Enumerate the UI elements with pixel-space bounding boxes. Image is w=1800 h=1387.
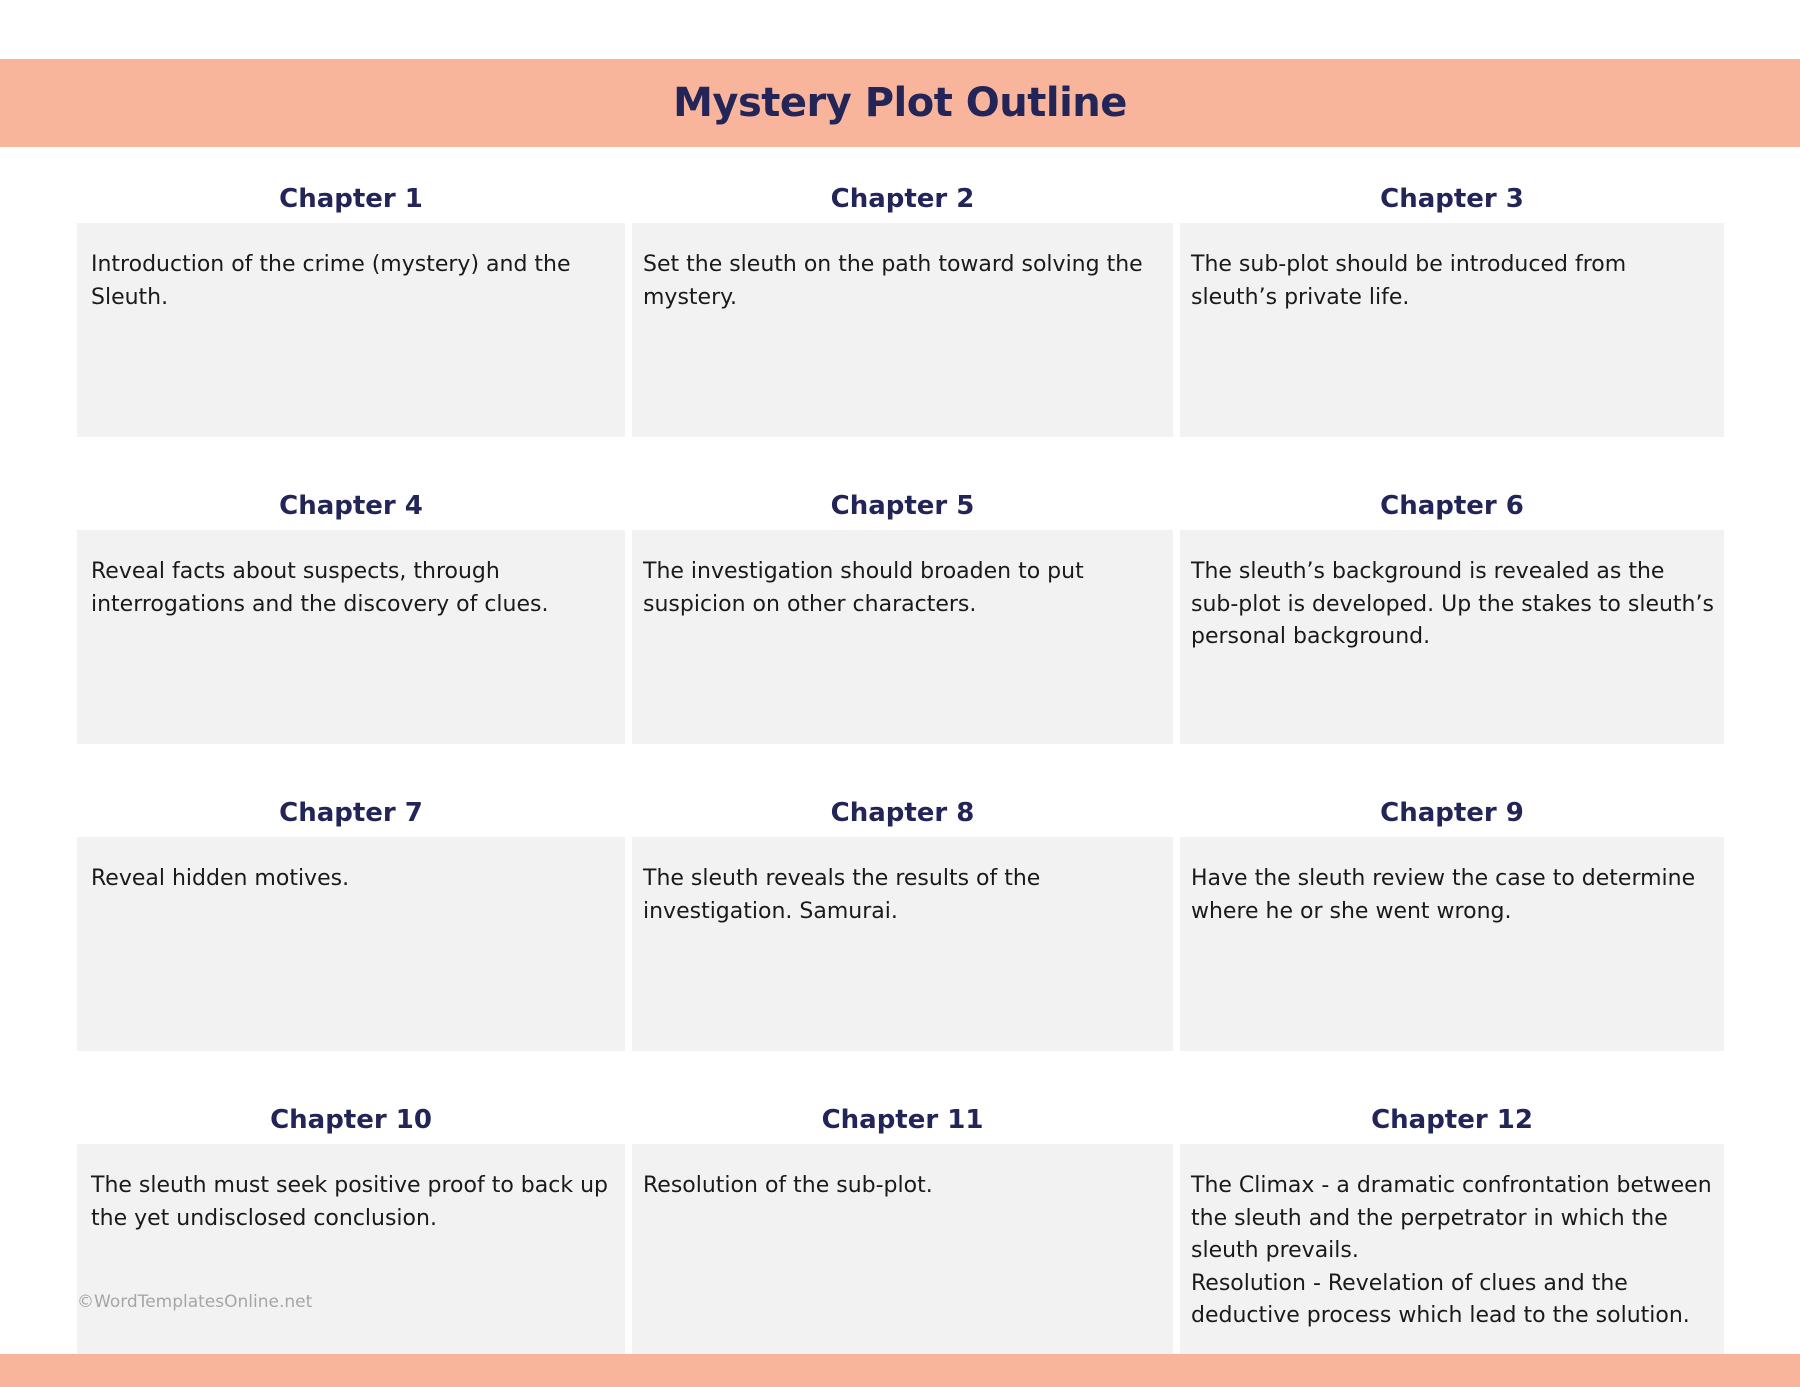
chapter-grid	[77, 184, 1724, 1358]
chapter-8	[632, 798, 1173, 1051]
chapter-row	[77, 184, 1724, 437]
chapter-title: Chapter 12	[1371, 1105, 1533, 1135]
chapter-11	[632, 1105, 1173, 1358]
chapter-9	[1180, 798, 1724, 1051]
chapter-title: Chapter 2	[830, 184, 975, 214]
chapter-7	[77, 798, 625, 1051]
chapter-4	[77, 491, 625, 744]
chapter-3	[1180, 184, 1724, 437]
chapter-text[interactable]: Reveal facts about suspects, through interrogations and the discovery of clues.	[77, 530, 625, 744]
chapter-text[interactable]: The sleuth’s background is revealed as the sub-plot is developed. Up the stakes to sleuth’s personal background.	[1180, 530, 1724, 744]
chapter-text[interactable]: Reveal hidden motives.	[77, 837, 625, 1051]
chapter-text[interactable]: Introduction of the crime (mystery) and the Sleuth.	[77, 223, 625, 437]
chapter-text[interactable]: The Climax - a dramatic confrontation between the sleuth and the perpetrator in which the sleuth prevails. Resolution - Revelation of clues and the deductive process which lead to the solution.	[1180, 1144, 1724, 1358]
chapter-12	[1180, 1105, 1724, 1358]
copyright-notice: ©WordTemplatesOnline.net	[77, 1292, 313, 1312]
chapter-title: Chapter 11	[821, 1105, 984, 1135]
footer-band	[0, 1354, 1800, 1387]
chapter-row	[77, 1105, 1724, 1358]
chapter-text[interactable]: Have the sleuth review the case to determine where he or she went wrong.	[1180, 837, 1724, 1051]
chapter-title: Chapter 8	[830, 798, 975, 828]
chapter-text[interactable]: The sleuth must seek positive proof to back up the yet undisclosed conclusion.	[77, 1144, 625, 1358]
chapter-title: Chapter 5	[830, 491, 975, 521]
chapter-title: Chapter 4	[279, 491, 423, 521]
chapter-text[interactable]: The sub-plot should be introduced from sleuth’s private life.	[1180, 223, 1724, 437]
page-title: Mystery Plot Outline	[673, 80, 1127, 126]
chapter-title: Chapter 7	[279, 798, 423, 828]
chapter-text[interactable]: The investigation should broaden to put suspicion on other characters.	[632, 530, 1173, 744]
chapter-10	[77, 1105, 625, 1358]
chapter-title: Chapter 10	[270, 1105, 432, 1135]
chapter-row	[77, 491, 1724, 744]
chapter-text[interactable]: Set the sleuth on the path toward solving the mystery.	[632, 223, 1173, 437]
chapter-5	[632, 491, 1173, 744]
chapter-title: Chapter 1	[279, 184, 423, 214]
chapter-2	[632, 184, 1173, 437]
chapter-text[interactable]: Resolution of the sub-plot.	[632, 1144, 1173, 1358]
chapter-row	[77, 798, 1724, 1051]
chapter-title: Chapter 3	[1380, 184, 1524, 214]
chapter-6	[1180, 491, 1724, 744]
chapter-title: Chapter 9	[1380, 798, 1524, 828]
header-band	[0, 59, 1800, 147]
chapter-text[interactable]: The sleuth reveals the results of the investigation. Samurai.	[632, 837, 1173, 1051]
chapter-title: Chapter 6	[1380, 491, 1524, 521]
chapter-1	[77, 184, 625, 437]
